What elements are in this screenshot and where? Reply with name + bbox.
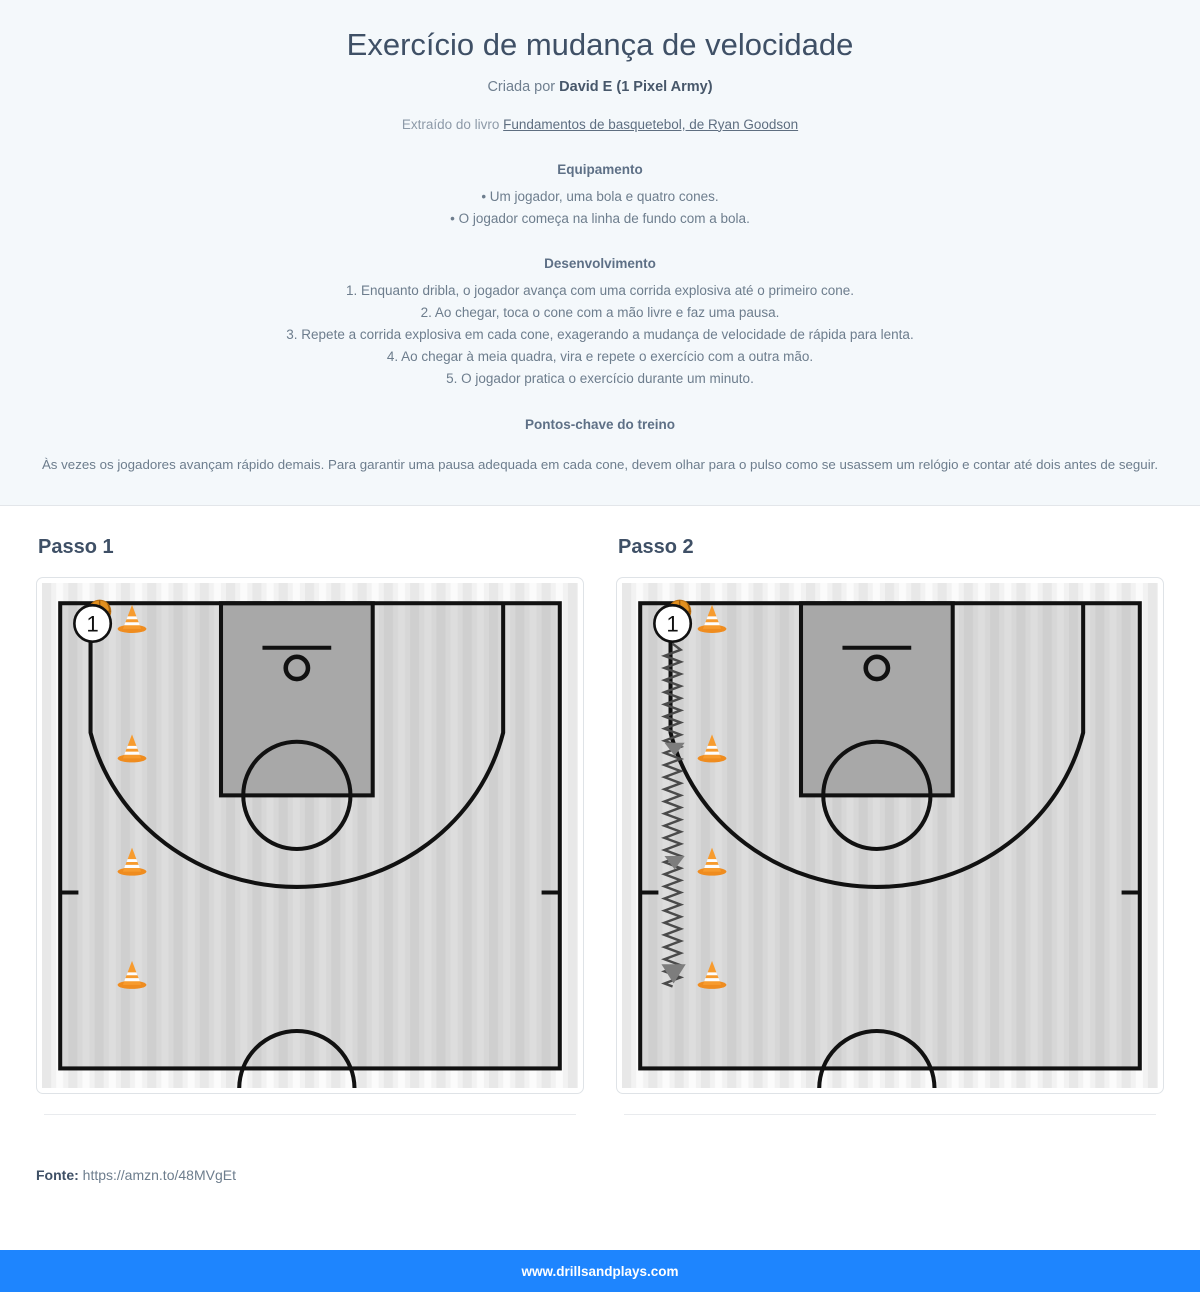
development-line: 3. Repete a corrida explosiva em cada cone, exagerando a mudança de velocidade de rápida para lenta.: [286, 327, 914, 343]
author-prefix: Criada por: [487, 78, 560, 95]
painted-key-fill: [221, 603, 373, 795]
step-1-title: Passo 1: [38, 535, 114, 558]
step-2-title: Passo 2: [618, 535, 694, 558]
step-2-court-diagram[interactable]: [616, 577, 1164, 1095]
site-footer: [0, 1250, 1200, 1292]
equipment-line: • Um jogador, uma bola e quatro cones.: [481, 188, 719, 204]
painted-key-fill: [801, 603, 953, 795]
keypoints-heading: Pontos-chave do treino: [524, 416, 676, 432]
development-line: 4. Ao chegar à meia quadra, vira e repete o exercício com a outra mão.: [386, 349, 814, 365]
player-marker-1: [654, 605, 690, 641]
drill-author: [24, 79, 1176, 95]
player-marker-label: 1: [86, 611, 99, 637]
development-heading: Desenvolvimento: [544, 256, 656, 272]
page-title: Exercício de mudança de velocidade: [346, 27, 854, 62]
player-marker-1: [74, 605, 110, 641]
step-1-court-diagram[interactable]: [36, 577, 584, 1095]
book-link[interactable]: Fundamentos de basquetebol, de Ryan Goodson: [503, 116, 799, 132]
source-line: [0, 1115, 1200, 1183]
keypoints-section: [24, 417, 1176, 477]
equipment-section: [24, 162, 1176, 230]
development-line: 5. O jogador pratica o exercício durante um minuto.: [446, 370, 754, 386]
player-marker-label: 1: [666, 611, 679, 637]
equipment-heading: Equipamento: [557, 161, 643, 177]
steps-container: [0, 506, 1200, 1116]
step-1: [36, 536, 584, 1116]
basketball-court-svg: [622, 583, 1158, 1089]
source-label: Fonte:: [36, 1167, 79, 1184]
drill-header: [0, 0, 1200, 506]
equipment-line: • O jogador começa na linha de fundo com a bola.: [450, 210, 750, 226]
footer-site-link[interactable]: www.drillsandplays.com: [521, 1263, 679, 1279]
book-prefix: Extraído do livro: [401, 116, 504, 132]
author-name: David E (1 Pixel Army): [559, 78, 713, 95]
keypoints-body: Às vezes os jogadores avançam rápido demais. Para garantir uma pausa adequada em cada cone, devem olhar para o pulso como se usassem um relógio e contar até dois antes de seguir.: [41, 456, 1159, 472]
development-line: 1. Enquanto dribla, o jogador avança com uma corrida explosiva até o primeiro cone.: [345, 283, 855, 299]
source-url[interactable]: https://amzn.to/48MVgEt: [82, 1167, 236, 1184]
development-section: [24, 256, 1176, 389]
development-line: 2. Ao chegar, toca o cone com a mão livre e faz uma pausa.: [420, 305, 780, 321]
drill-book-source: [24, 117, 1176, 132]
step-2: [616, 536, 1164, 1116]
basketball-court-svg: [42, 583, 578, 1089]
